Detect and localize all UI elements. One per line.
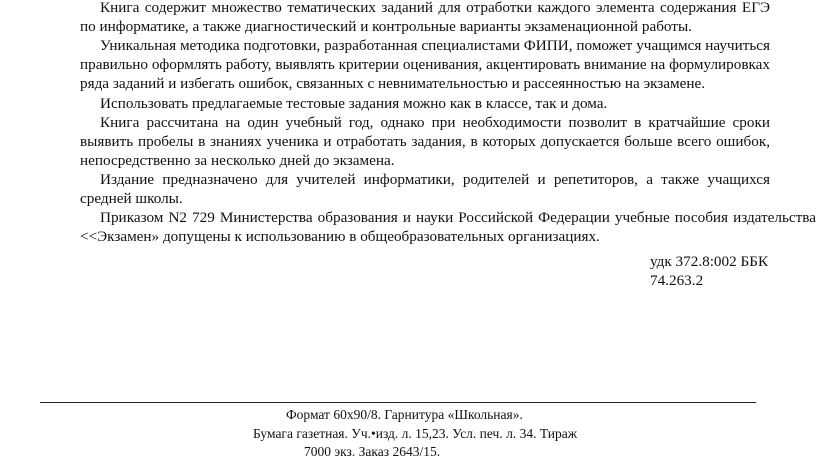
imprint-format: Формат 60х90/8. Гарнитура «Школьная». xyxy=(286,407,523,422)
paragraph-methodology: Уникальная методика подготовки, разработанная специалистами ФИПИ, поможет учащимся научиться правильно оформлять работу, выявлять критерии оценивания, акцентировать внимание на формулировках ряда заданий и избегать ошибок, связанных с невнимательностью и рассеянностью на экзамене. xyxy=(80,37,770,93)
paragraph-contents: Книга содержит множество тематических заданий для отработки каждого элемента содержания ЕГЭ по информатике, а также диагностический и контрольные варианты экзаменационной работы. xyxy=(80,0,770,36)
paragraph-usage: Использовать предлагаемые тестовые задания можно как в классе, так и дома. xyxy=(100,95,608,112)
paragraph-approval: Приказом N2 729 Министерства образования и науки Российской Федерации учебные пособия издательства <<Экзамен» допущены к использованию в общеобразовательных организациях. xyxy=(80,209,816,246)
imprint-order: 7000 экз. Заказ 2643/15. xyxy=(304,444,441,459)
divider-line xyxy=(40,402,756,403)
classification-codes: удк 372.8:002 ББК 74.263.2 xyxy=(650,253,769,290)
paragraph-duration: Книга рассчитана на один учебный год, однако при необходимости позволит в кратчайшие сроки выявить пробелы в знаниях ученика и отработать задания, в которых допускается больше всего ошибок, непосредственно за несколько дней до экзамена. xyxy=(80,114,770,170)
imprint-paper: Бумага газетная. Уч.•изд. л. 15,23. Усл. печ. л. 34. Тираж xyxy=(253,426,578,441)
paragraph-audience: Издание предназначено для учителей информатики, родителей и репетиторов, а также учащихся средней школы. xyxy=(80,171,770,208)
